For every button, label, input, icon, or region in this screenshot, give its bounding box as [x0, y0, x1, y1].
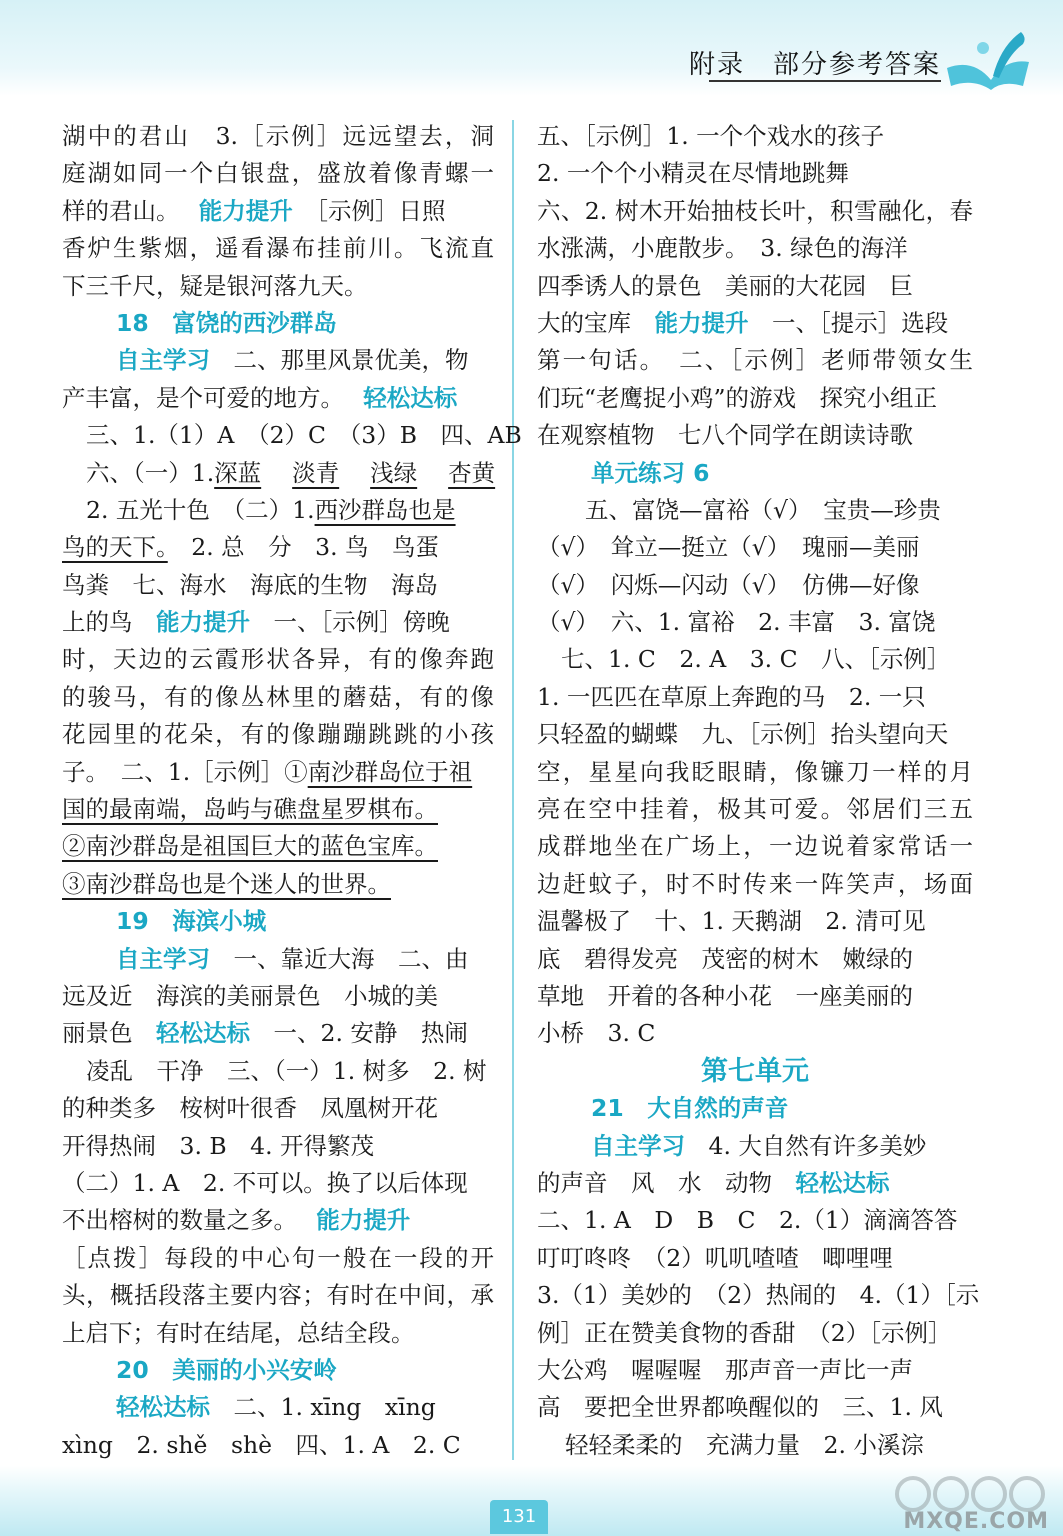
- text-line: ③南沙群岛也是个迷人的世界。: [62, 869, 391, 898]
- text-line: 自主学习 4. 大自然有许多美妙: [591, 1131, 927, 1160]
- text-line: 3.（1）美妙的 （2）热闹的 4.（1）［示: [537, 1281, 980, 1310]
- text-line: xìng 2. shě shè 四、1. A 2. C: [62, 1430, 461, 1459]
- text-line: 轻轻柔柔的 充满力量 2. 小溪淙: [565, 1430, 924, 1459]
- text-line: 四季诱人的景色 美丽的大花园 巨: [537, 271, 913, 300]
- text-line: 远及近 海滨的美丽景色 小城的美: [62, 981, 438, 1010]
- text-line: 高 要把全世界都唤醒似的 三、1. 风: [537, 1393, 943, 1422]
- text-line: 空，星星向我眨眼睛，像镰刀一样的月: [537, 757, 973, 786]
- page-number: 131: [490, 1500, 548, 1534]
- text-line: 大的宝库 能力提升 一、［提示］选段: [537, 308, 949, 337]
- text-line: （√） 耸立—挺立（√） 瑰丽—美丽: [537, 533, 920, 562]
- text-line: 亮在空中挂着，极其可爱。邻居们三五: [537, 795, 973, 824]
- text-line: 温馨极了 十、1. 天鹅湖 2. 清可见: [537, 907, 926, 936]
- lesson-title: 20 美丽的小兴安岭: [116, 1355, 337, 1384]
- section-label: 轻松达标: [363, 383, 458, 412]
- text-line: 样的君山。 能力提升 ［示例］日照: [62, 196, 446, 225]
- text-line: （√） 六、1. 富裕 2. 丰富 3. 富饶: [537, 608, 936, 637]
- section-label: 自主学习: [591, 1131, 685, 1160]
- text-line: 凌乱 干净 三、（一）1. 树多 2. 树: [86, 1056, 487, 1085]
- text-line: 1. 一匹匹在草原上奔跑的马 2. 一只: [537, 682, 926, 711]
- text-line: 开得热闹 3. B 4. 开得繁茂: [62, 1131, 375, 1160]
- section-label: 轻松达标: [795, 1168, 890, 1197]
- text-line: ［点拨］每段的中心句一般在一段的开: [62, 1243, 494, 1272]
- left-column: [62, 118, 522, 1464]
- column-divider: [512, 120, 514, 1460]
- text-line: 的骏马，有的像丛林里的蘑菇，有的像: [62, 682, 494, 711]
- text-line: 鸟粪 七、海水 海底的生物 海岛: [62, 570, 438, 599]
- header-title: 附录 部分参考答案: [688, 50, 941, 80]
- text-line: 上启下；有时在结尾，总结全段。: [62, 1318, 415, 1347]
- text-line: 轻松达标 二、1. xīng xīng: [116, 1393, 436, 1422]
- text-line: 五、富饶—富裕（√） 宝贵—珍贵: [585, 495, 941, 524]
- text-line: 鸟的天下。 2. 总 分 3. 鸟 鸟蛋: [62, 533, 440, 562]
- text-line: 边赶蚊子，时不时传来一阵笑声，场面: [537, 869, 973, 898]
- text-line: 花园里的花朵，有的像蹦蹦跳跳的小孩: [62, 720, 494, 749]
- text-line: 产丰富，是个可爱的地方。 轻松达标: [62, 383, 458, 412]
- section-label: 能力提升: [316, 1206, 411, 1235]
- text-line: 子。 二、1.［示例］①南沙群岛位于祖: [62, 757, 473, 786]
- text-line: 在观察植物 七八个同学在朗读诗歌: [537, 421, 913, 450]
- text-line: 小桥 3. C: [537, 1019, 656, 1048]
- text-line: 二、1. A D B C 2.（1）滴滴答答: [537, 1206, 958, 1235]
- section-label: 能力提升: [156, 608, 250, 637]
- book-logo-icon: [943, 28, 1033, 90]
- unit-practice-title: 单元练习 6: [591, 458, 710, 487]
- text-line: 上的鸟 能力提升 一、［示例］傍晚: [62, 608, 450, 637]
- text-line: 的声音 风 水 动物 轻松达标: [537, 1168, 890, 1197]
- text-line: 丽景色 轻松达标 一、2. 安静 热闹: [62, 1019, 468, 1048]
- text-line: 2. 一个个小精灵在尽情地跳舞: [537, 159, 849, 188]
- section-label: 能力提升: [198, 196, 293, 225]
- section-label: 轻松达标: [116, 1393, 210, 1422]
- text-line: 们玩“老鹰捉小鸡”的游戏 探究小组正: [537, 383, 938, 412]
- text-line: 成群地坐在广场上，一边说着家常话一: [537, 832, 973, 861]
- text-line: 六、（一）1.深蓝 淡青 浅绿 杏黄: [86, 458, 496, 487]
- text-line: 时，天边的云霞形状各异，有的像奔跑: [62, 645, 494, 674]
- text-line: 2. 五光十色 （二）1.西沙群岛也是: [86, 495, 456, 524]
- text-line: ②南沙群岛是祖国巨大的蓝色宝库。: [62, 832, 438, 861]
- text-line: 三、1.（1）A （2）C （3）B 四、AB: [86, 421, 522, 450]
- text-line: 只轻盈的蝴蝶 九、［示例］抬头望向天: [537, 720, 949, 749]
- text-line: 香炉生紫烟，遥看瀑布挂前川。飞流直: [62, 234, 494, 263]
- text-line: 水涨满，小鹿散步。 3. 绿色的海洋: [537, 234, 908, 263]
- text-line: 六、2. 树木开始抽枝长叶，积雪融化，春: [537, 196, 973, 225]
- text-line: 叮叮咚咚 （2）叽叽喳喳 唧哩哩: [537, 1243, 893, 1272]
- text-line: 湖中的君山 3.［示例］远远望去，洞: [62, 122, 494, 150]
- text-line: 头，概括段落主要内容；有时在中间，承: [62, 1281, 494, 1310]
- lesson-title: 19 海滨小城: [116, 907, 267, 936]
- section-label: 能力提升: [654, 308, 749, 337]
- text-line: 五、［示例］1. 一个个戏水的孩子: [537, 122, 885, 150]
- lesson-title: 18 富饶的西沙群岛: [116, 308, 337, 337]
- text-line: （二）1. A 2. 不可以。换了以后体现: [62, 1168, 468, 1197]
- text-line: （√） 闪烁—闪动（√） 仿佛—好像: [537, 570, 920, 599]
- text-line: 自主学习 一、靠近大海 二、由: [116, 944, 469, 973]
- text-line: 的种类多 桉树叶很香 凤凰树开花: [62, 1094, 438, 1123]
- unit-title: 第七单元: [701, 1055, 809, 1087]
- watermark-url: MXQE.COM: [903, 1509, 1049, 1534]
- lesson-title: 21 大自然的声音: [591, 1094, 789, 1123]
- text-line: 第一句话。 二、［示例］老师带领女生: [537, 346, 973, 375]
- text-line: 例］正在赞美食物的香甜 （2）［示例］: [537, 1318, 952, 1347]
- section-label: 自主学习: [116, 944, 210, 973]
- text-line: 草地 开着的各种小花 一座美丽的: [537, 981, 913, 1010]
- text-line: 不出榕树的数量之多。 能力提升: [62, 1206, 411, 1235]
- text-line: 底 碧得发亮 茂密的树木 嫩绿的: [537, 944, 913, 973]
- section-label: 轻松达标: [156, 1019, 250, 1048]
- text-line: 七、1. C 2. A 3. C 八、［示例］: [561, 645, 951, 674]
- header-rule: [709, 80, 941, 82]
- text-line: 下三千尺，疑是银河落九天。: [62, 271, 368, 300]
- text-line: 自主学习 二、那里风景优美，物: [116, 346, 469, 375]
- right-column: [537, 118, 980, 1464]
- text-line: 庭湖如同一个白银盘，盛放着像青螺一: [62, 159, 494, 188]
- text-line: 大公鸡 喔喔喔 那声音一声比一声: [537, 1355, 913, 1384]
- text-line: 国的最南端，岛屿与礁盘星罗棋布。: [62, 795, 438, 824]
- section-label: 自主学习: [116, 346, 210, 375]
